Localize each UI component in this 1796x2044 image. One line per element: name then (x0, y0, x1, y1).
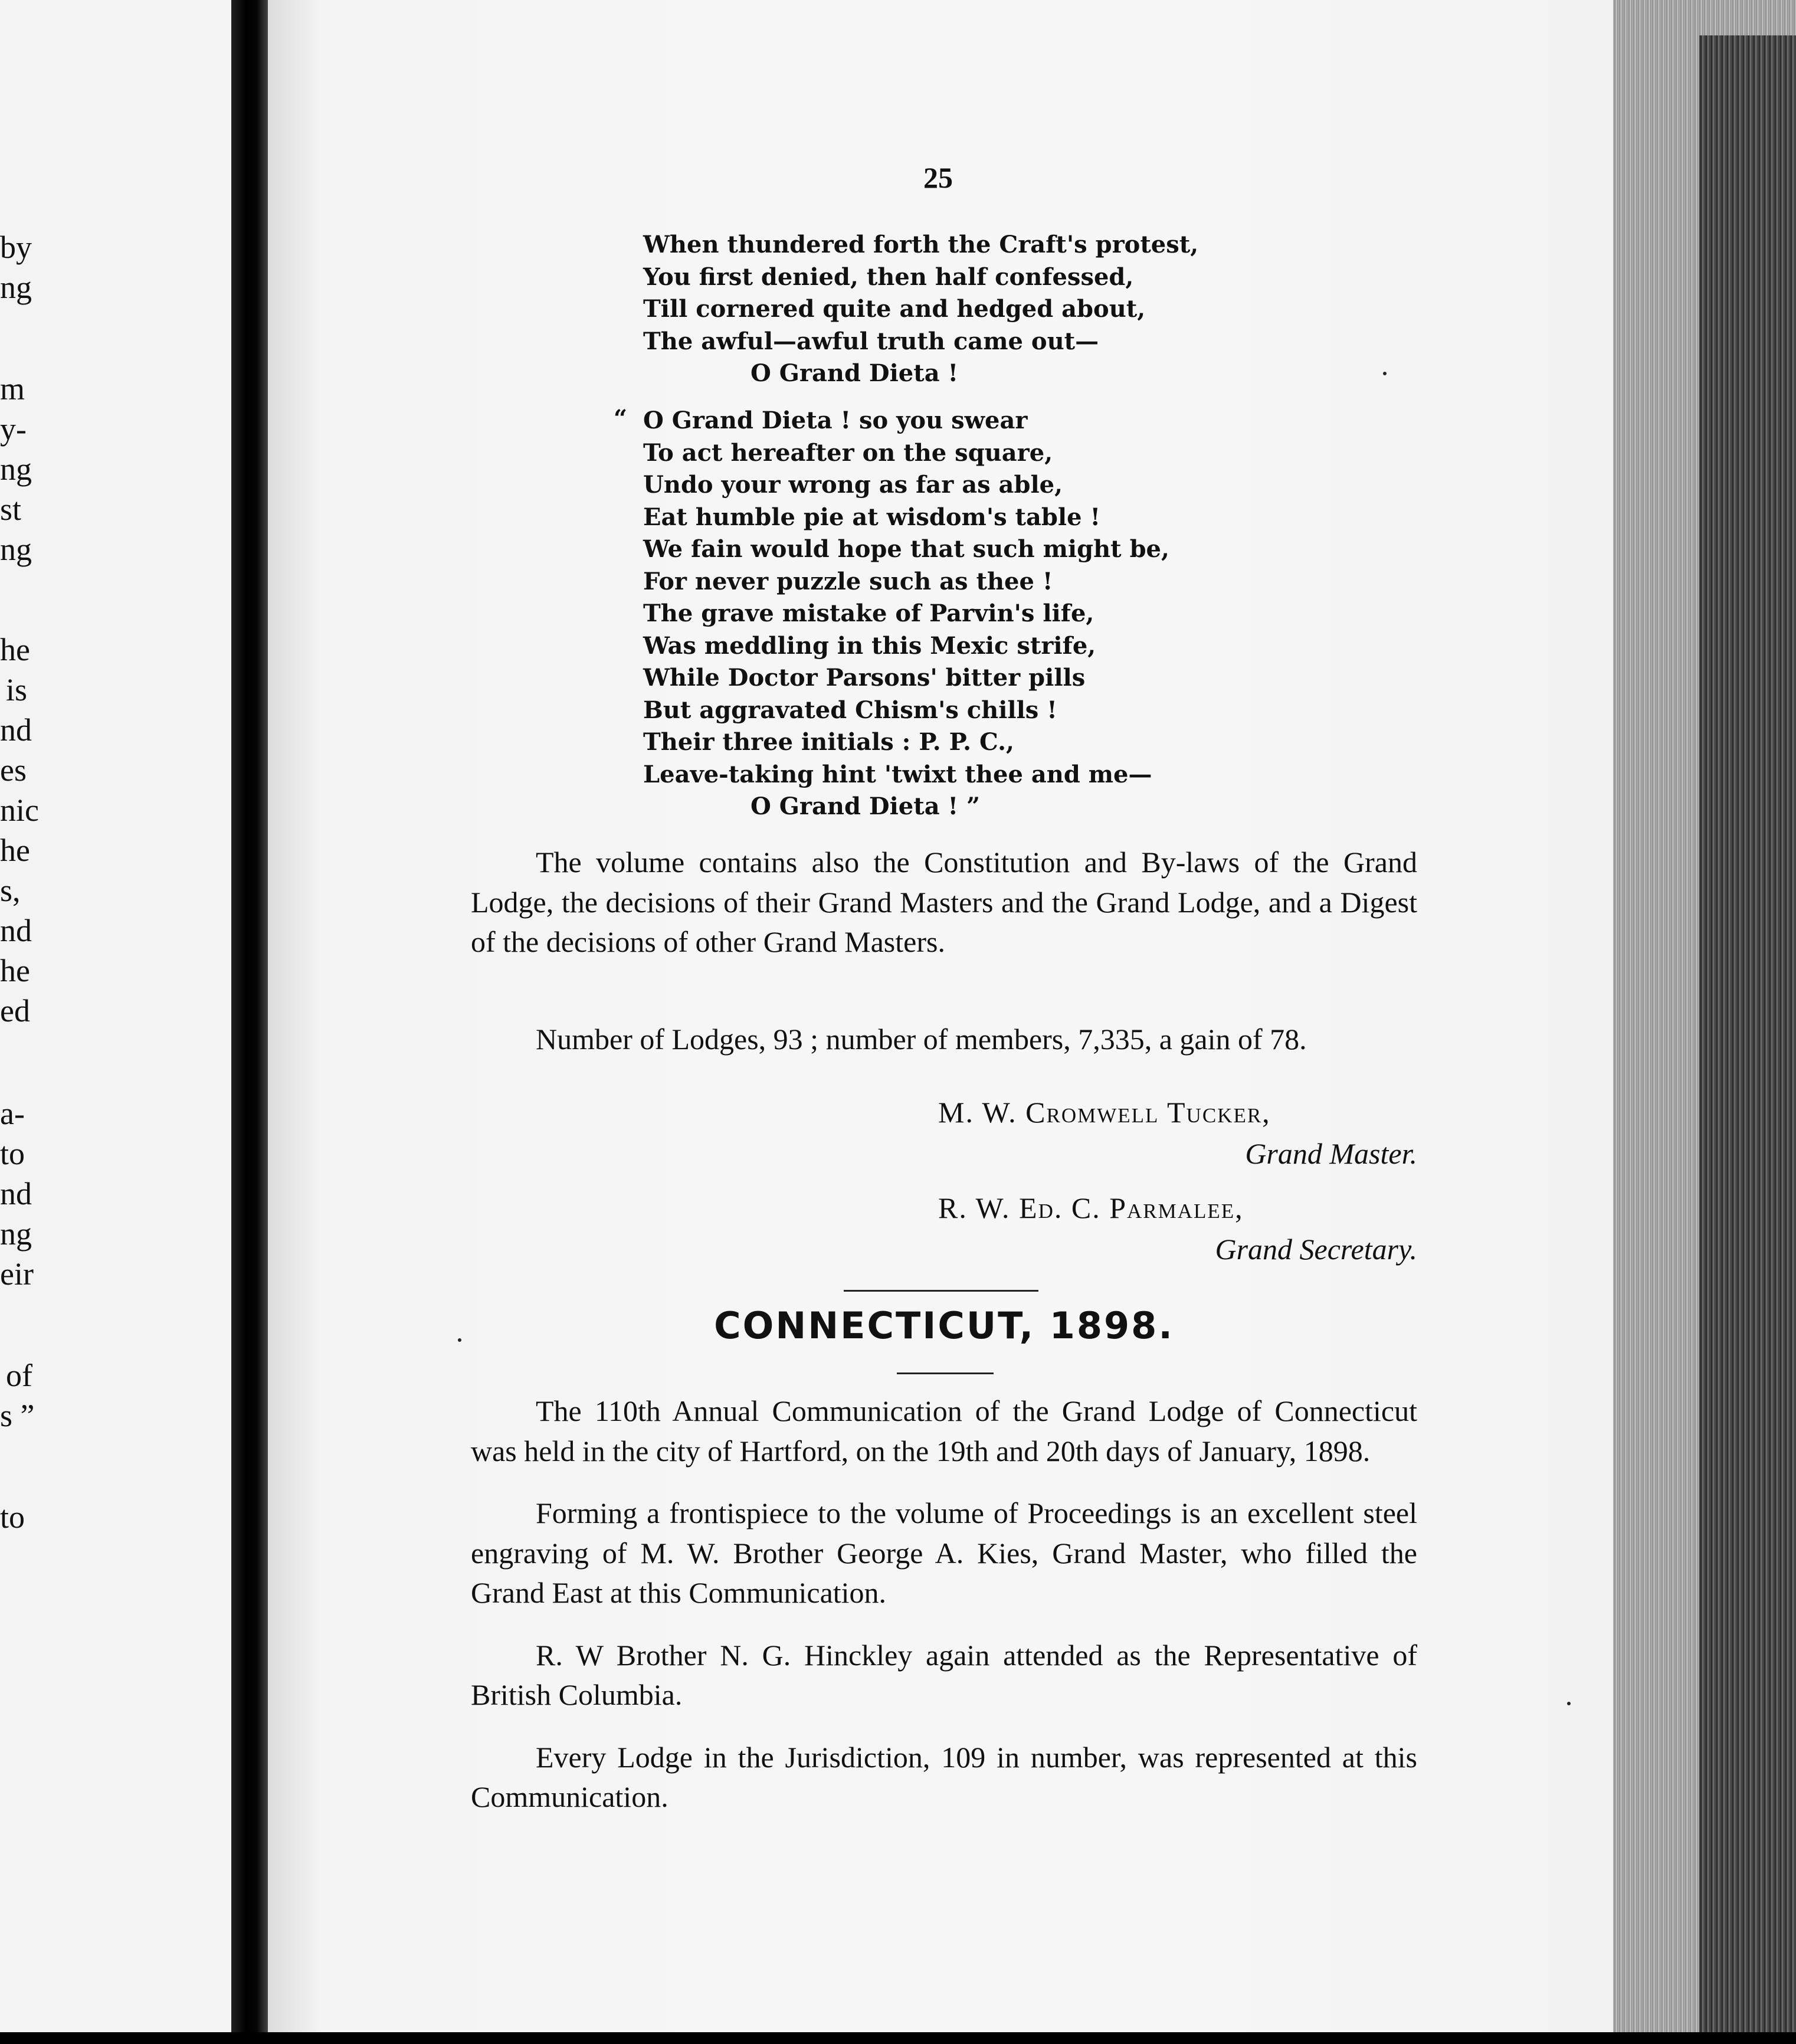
paragraph-text: The 110th Annual Communication of the Grand Lodge of Connecticut was held in the city of Hartford, on the 19th and 20th days of January, 1898. (471, 1394, 1417, 1468)
poem-line: But aggravated Chism's chills ! (643, 696, 1057, 724)
left-fragment: he (0, 632, 30, 667)
left-fragment: m (0, 371, 25, 407)
left-fragment: ed (0, 993, 30, 1028)
paragraph-volume-contents (471, 843, 1417, 962)
left-fragment: ng (0, 532, 32, 567)
page-number: 25 (923, 161, 953, 194)
left-fragment: a- (0, 1096, 25, 1131)
section-divider-top (844, 1290, 1038, 1292)
paragraph-lodge-count (471, 1020, 1417, 1060)
poem-line: We fain would hope that such might be, (643, 535, 1169, 563)
left-fragment: ng (0, 270, 32, 305)
signature-title: Grand Secretary. (1215, 1233, 1417, 1266)
left-facing-page (0, 0, 231, 2044)
paragraph-text: The volume contains also the Constitution and By-laws of the Grand Lodge, the decisions of their Grand Masters and the Grand Lodge, and a Digest of the decisions of other Grand Masters. (471, 846, 1417, 958)
left-fragment: s ” (0, 1398, 35, 1433)
poem-line: The grave mistake of Parvin's life, (643, 600, 1094, 627)
paragraph-text: Forming a frontispiece to the volume of Proceedings is an excellent steel engraving of M. W. Brother George A. Kies, Grand Master, who filled the Grand East at this Communication. (471, 1496, 1417, 1609)
signature-grand-secretary (708, 1187, 1417, 1270)
paragraph-text: R. W Brother N. G. Hinckley again attended as the Representative of British Columbia. (471, 1638, 1417, 1711)
poem-line: When thundered forth the Craft's protest, (643, 231, 1199, 258)
poem-line: Leave-taking hint 'twixt thee and me— (643, 760, 1152, 788)
ink-speck (1567, 1702, 1571, 1705)
left-fragment: nd (0, 712, 32, 748)
poem-line: Was meddling in this Mexic strife, (643, 631, 1096, 660)
book-gutter (231, 0, 268, 2044)
left-fragment: nic (0, 792, 39, 828)
poem-refrain: O Grand Dieta ! ” (750, 792, 981, 820)
poem-refrain: O Grand Dieta ! (750, 359, 959, 387)
page-edges-shadow (1699, 35, 1796, 2044)
section-divider-bottom (897, 1373, 994, 1374)
poem-line: You first denied, then half confessed, (643, 263, 1134, 291)
left-fragment: he (0, 953, 30, 988)
left-fragment: of (6, 1358, 32, 1393)
left-fragment: st (0, 492, 22, 527)
left-fragment: nd (0, 1176, 32, 1211)
left-fragment: y- (0, 411, 27, 447)
poem-line: To act hereafter on the square, (643, 438, 1053, 467)
poem-stanza-2 (643, 405, 1169, 823)
signature-name: M. W. Cromwell Tucker, (938, 1096, 1271, 1129)
poem-stanza-1 (643, 229, 1198, 390)
signature-title: Grand Master. (1245, 1137, 1417, 1170)
ink-speck (458, 1338, 461, 1342)
left-fragment: nd (0, 913, 32, 948)
paragraph-text: Number of Lodges, 93 ; number of members, 7,335, a gain of 78. (536, 1023, 1307, 1056)
left-fragment: is (6, 672, 28, 707)
scan-bottom-edge (0, 2032, 1796, 2044)
section-heading: CONNECTICUT, 1898. (714, 1304, 1174, 1347)
poem-line: For never puzzle such as thee ! (643, 567, 1053, 595)
poem-line: Eat humble pie at wisdom's table ! (643, 503, 1100, 531)
poem-line: While Doctor Parsons' bitter pills (643, 664, 1086, 692)
left-fragment: ng (0, 451, 32, 487)
ink-speck (1383, 372, 1387, 375)
section-body (471, 1391, 1417, 1840)
left-fragment: to (0, 1499, 25, 1535)
left-fragment: s, (0, 873, 21, 908)
left-fragment: by (0, 230, 32, 265)
poem-line: O Grand Dieta ! so you swear (643, 407, 1028, 434)
left-page-text-fragments (0, 0, 231, 2044)
left-fragment: eir (0, 1256, 34, 1292)
poem-line: The awful—awful truth came out— (643, 327, 1099, 355)
signature-name: R. W. Ed. C. Parmalee, (938, 1191, 1244, 1224)
left-fragment: es (0, 752, 27, 788)
left-fragment: he (0, 833, 30, 868)
left-fragment: to (0, 1136, 25, 1171)
signature-grand-master (708, 1092, 1417, 1174)
poem-line: Their three initials : P. P. C., (643, 728, 1014, 756)
poem-line: Till cornered quite and hedged about, (643, 295, 1146, 323)
open-quote-mark: “ (614, 405, 628, 433)
left-fragment: ng (0, 1216, 32, 1252)
paragraph-text: Every Lodge in the Jurisdiction, 109 in number, was represented at this Communication. (471, 1740, 1417, 1813)
poem-line: Undo your wrong as far as able, (643, 471, 1063, 499)
